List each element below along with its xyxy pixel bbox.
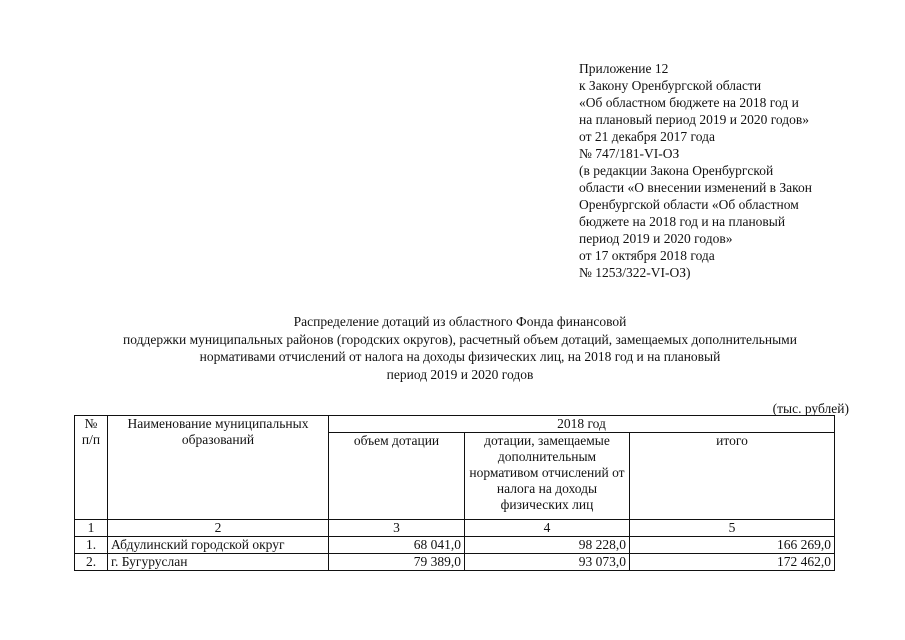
row-total: 172 462,0 [630,554,835,571]
document-title [60,313,860,383]
appendix-line: от 17 октября 2018 года [579,248,715,263]
title-line: период 2019 и 2020 годов [386,366,534,382]
row-total: 166 269,0 [630,537,835,554]
header-name: Наименование муниципальных образований [108,416,329,520]
appendix-line: Оренбургской области «Об областном [579,197,799,212]
row-name: г. Бугуруслан [108,554,329,571]
table-row [75,554,835,571]
appendix-line: Приложение 12 [579,61,669,76]
column-numbers-row [75,520,835,537]
row-volume: 79 389,0 [329,554,465,571]
appendix-line: № 747/181-VI-ОЗ [579,146,680,161]
header-total: итого [630,433,835,520]
column-number: 1 [75,520,108,537]
appendix-line: к Закону Оренбургской области [579,78,762,93]
appendix-line: от 21 декабря 2017 года [579,129,715,144]
title-line: нормативами отчислений от налога на доходы физических лиц, на 2018 год и на плановый [199,349,721,364]
appendix-line: период 2019 и 2020 годов» [579,231,733,246]
column-number: 3 [329,520,465,537]
row-name: Абдулинский городской округ [108,537,329,554]
column-number: 4 [465,520,630,537]
header-replaced: дотации, замещаемые дополнительным нормативом отчислений от налога на доходы физических лиц [465,433,630,520]
appendix-line: на плановый период 2019 и 2020 годов» [579,112,810,127]
row-replaced: 98 228,0 [465,537,630,554]
subsidy-table [74,415,835,571]
header-num: № п/п [75,416,108,520]
table-row [75,537,835,554]
units-label: (тыс. рублей) [772,401,849,416]
appendix-block [579,60,879,281]
row-replaced: 93 073,0 [465,554,630,571]
title-line: Распределение дотаций из областного Фонда финансовой [293,314,627,329]
appendix-line: области «О внесении изменений в Закон [579,180,813,195]
header-volume: объем дотации [329,433,465,520]
header-year: 2018 год [329,416,835,433]
column-number: 2 [108,520,329,537]
appendix-line: бюджете на 2018 год и на плановый [579,214,786,229]
row-num: 1. [75,537,108,554]
title-line: поддержки муниципальных районов (городских округов), расчетный объем дотаций, замещаемых дополнительными [123,331,797,347]
appendix-line: (в редакции Закона Оренбургской [579,163,774,178]
appendix-line: «Об областном бюджете на 2018 год и [579,95,799,110]
row-volume: 68 041,0 [329,537,465,554]
column-number: 5 [630,520,835,537]
appendix-line: № 1253/322-VI-ОЗ) [579,265,691,280]
header-row-1 [75,416,835,433]
row-num: 2. [75,554,108,571]
